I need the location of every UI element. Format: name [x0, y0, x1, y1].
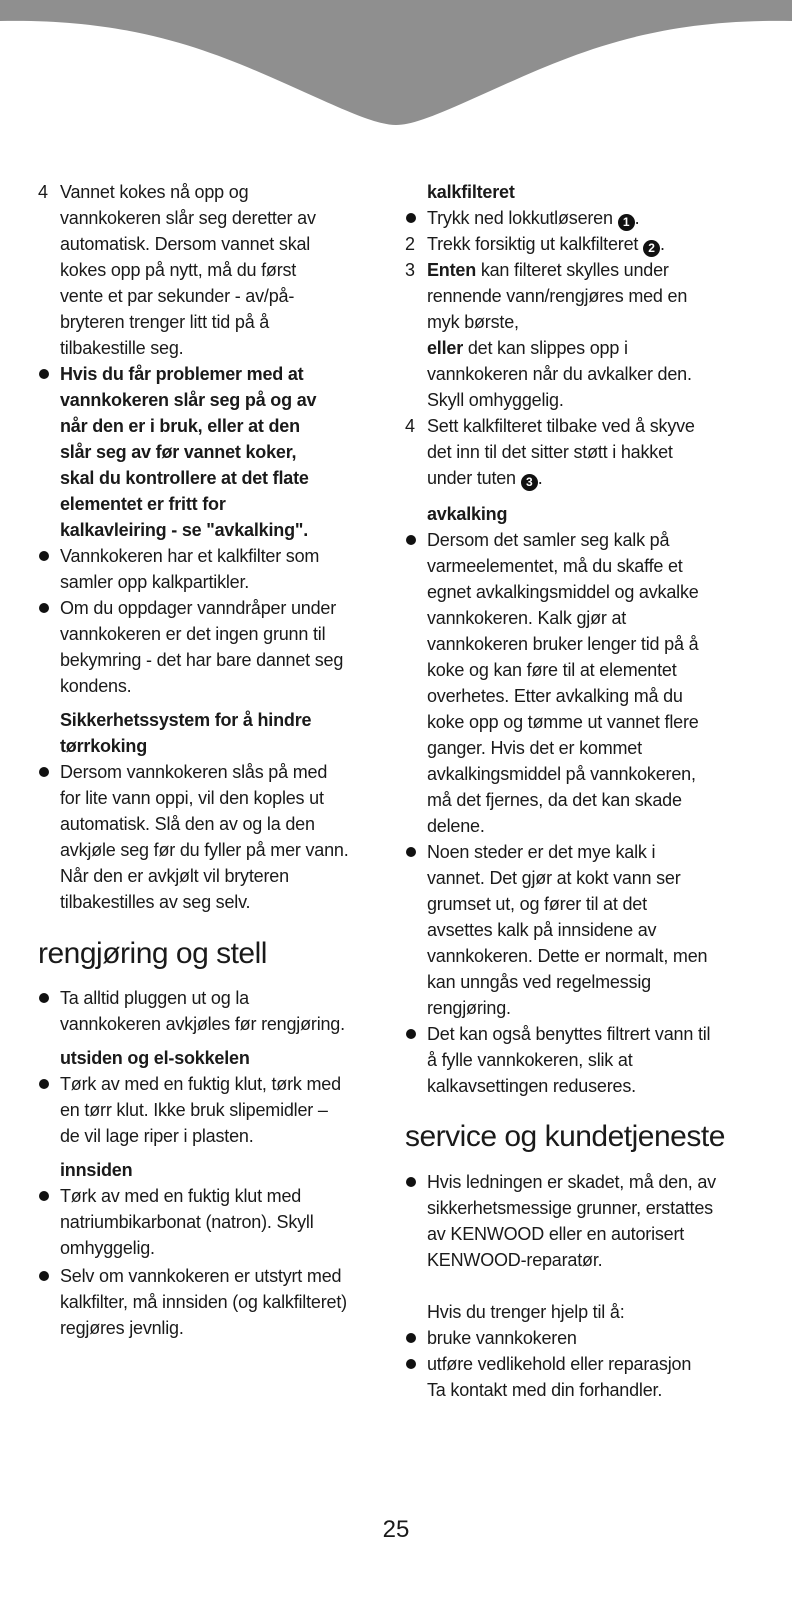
- bullet-icon: [406, 1359, 416, 1369]
- step-text: Trekk forsiktig ut kalkfilteret: [427, 234, 643, 254]
- bullet-icon: [39, 369, 49, 379]
- bullet-icon: [39, 1191, 49, 1201]
- bullet-item: [427, 839, 767, 1021]
- filter-step-2: 2 Trekk forsiktig ut kalkfilteret 2 .: [427, 231, 767, 257]
- section-title-cleaning: rengjøring og stell: [38, 937, 267, 970]
- warning-bullet: [60, 361, 400, 543]
- bullet-icon: [39, 1079, 49, 1089]
- step-text: Trykk ned lokkutløseren: [427, 208, 618, 228]
- bullet-item: [60, 543, 390, 595]
- bullet-icon: [406, 1177, 416, 1187]
- page-number: 25: [382, 1516, 410, 1543]
- bullet-icon: [39, 767, 49, 777]
- step-text: kan filteret skylles under rennende vann/rengjøres med en myk børste,: [427, 260, 688, 332]
- bullet-icon: [406, 535, 416, 545]
- filter-step-1: Trykk ned lokkutløseren 1 .: [427, 205, 767, 231]
- bullet-icon: [406, 1029, 416, 1039]
- callout-2-icon: 2: [643, 240, 660, 257]
- bullet-text: Tørk av med en fuktig klut, tørk med en tørr klut. Ikke bruk slipemidler – de vil lage riper i plasten.: [60, 1074, 341, 1146]
- step-number: 3: [405, 260, 415, 280]
- bullet-text: Selv om vannkokeren er utstyrt med kalkfilter, må innsiden (og kalkfilteret) regjøres jevnlig.: [60, 1266, 347, 1338]
- bullet-text: Hvis ledningen er skadet, må den, av sikkerhetsmessige grunner, erstattes av KENWOOD eller en autorisert KENWOOD-reparatør.: [427, 1172, 716, 1270]
- step-text: det kan slippes opp i vannkokeren når du avkalker den. Skyll omhyggelig.: [427, 338, 692, 410]
- bullet-text: bruke vannkokeren: [427, 1328, 577, 1348]
- bullet-item: [427, 1325, 767, 1351]
- bullet-item: [427, 1351, 767, 1403]
- step-text: Sett kalkfilteret tilbake ved å skyve det inn til det sitter støtt i hakket under tuten: [427, 416, 695, 488]
- warning-text: Hvis du får problemer med at vannkokeren slår seg på og av når den er i bruk, eller at den slår seg av før vannet koker, skal du kontrollere at det flate elementet er fritt for kalkavleiring - se "avkalking".: [60, 364, 317, 540]
- bullet-item: [427, 1169, 767, 1273]
- bullet-text: Noen steder er det mye kalk i vannet. Det gjør at kokt vann ser grumset ut, og fører til at det avsettes kalk på innsidene av vannkokeren. Dette er normalt, men kan unngås ved regelmessig rengjøring.: [427, 842, 708, 1018]
- step-number: 2: [405, 234, 415, 254]
- bullet-icon: [406, 1333, 416, 1343]
- step-text: Vannet kokes nå opp og vannkokeren slår seg deretter av automatisk. Dersom vannet skal kokes opp på nytt, må du først vente et par sekunder - av/på- bryteren trenger litt tid på å tilbakestille seg.: [60, 182, 316, 358]
- filter-step-3: [405, 257, 767, 413]
- bullet-text: Ta alltid pluggen ut og la vannkokeren avkjøles før rengjøring.: [60, 988, 345, 1034]
- bullet-icon: [406, 213, 416, 223]
- step-4: [38, 179, 390, 361]
- step-number: 4: [405, 416, 415, 436]
- bullet-item: [60, 1071, 390, 1149]
- emphasis: eller: [427, 338, 464, 358]
- filter-step-4: 4 Sett kalkfilteret tilbake ved å skyve det inn til det sitter støtt i hakket under tuten 3 .: [427, 413, 767, 491]
- bullet-text: Dersom vannkokeren slås på med for lite vann oppi, vil den koples ut automatisk. Slå den av og la den avkjøle seg før du fyller på mer vann. Når den er avkjølt vil bryteren tilbakestilles av seg selv.: [60, 762, 349, 912]
- bullet-item: [60, 985, 390, 1037]
- header-wave-decoration: [0, 0, 792, 130]
- emphasis: Enten: [427, 260, 477, 280]
- section-title-service: service og kundetjeneste: [405, 1120, 725, 1153]
- bullet-icon: [39, 993, 49, 1003]
- subheading-safety: Sikkerhetssystem for å hindre tørrkoking: [60, 710, 312, 756]
- help-intro: Hvis du trenger hjelp til å:: [427, 1302, 625, 1322]
- bullet-text: Dersom det samler seg kalk på varmeelementet, må du skaffe et egnet avkalkingsmiddel og avkalke vannkokeren. Kalk gjør at vannkokeren bruker lenger tid på å koke og kan føre til at elementet overhetes. Etter avkalking må du koke opp og tømme ut vannet flere ganger. Hvis det er kommet avkalkingsmiddel på vannkokeren, må det fjernes, da det kan skade delene.: [427, 530, 699, 836]
- bullet-text: utføre vedlikehold eller reparasjon Ta kontakt med din forhandler.: [427, 1354, 692, 1400]
- bullet-icon: [39, 603, 49, 613]
- subheading-outside: utsiden og el-sokkelen: [60, 1048, 250, 1068]
- callout-1-icon: 1: [618, 214, 635, 231]
- bullet-icon: [39, 1271, 49, 1281]
- bullet-item: [60, 1183, 390, 1261]
- bullet-text: Tørk av med en fuktig klut med natriumbikarbonat (natron). Skyll omhyggelig.: [60, 1186, 314, 1258]
- step-number: 4: [38, 182, 48, 202]
- bullet-text: Om du oppdager vanndråper under vannkokeren er det ingen grunn til bekymring - det har bare dannet seg kondens.: [60, 598, 344, 696]
- bullet-item: [60, 1263, 390, 1341]
- subheading-inside: innsiden: [60, 1160, 133, 1180]
- bullet-item: [427, 1021, 767, 1099]
- bullet-item: [427, 527, 767, 839]
- subheading-descaling: avkalking: [427, 504, 508, 524]
- subheading-filter: kalkfilteret: [427, 182, 515, 202]
- callout-3-icon: 3: [521, 474, 538, 491]
- bullet-item: [60, 595, 390, 699]
- bullet-item: [60, 759, 390, 915]
- bullet-icon: [406, 847, 416, 857]
- bullet-text: Vannkokeren har et kalkfilter som samler opp kalkpartikler.: [60, 546, 320, 592]
- bullet-icon: [39, 551, 49, 561]
- bullet-text: Det kan også benyttes filtrert vann til å fylle vannkokeren, slik at kalkavsettingen reduseres.: [427, 1024, 711, 1096]
